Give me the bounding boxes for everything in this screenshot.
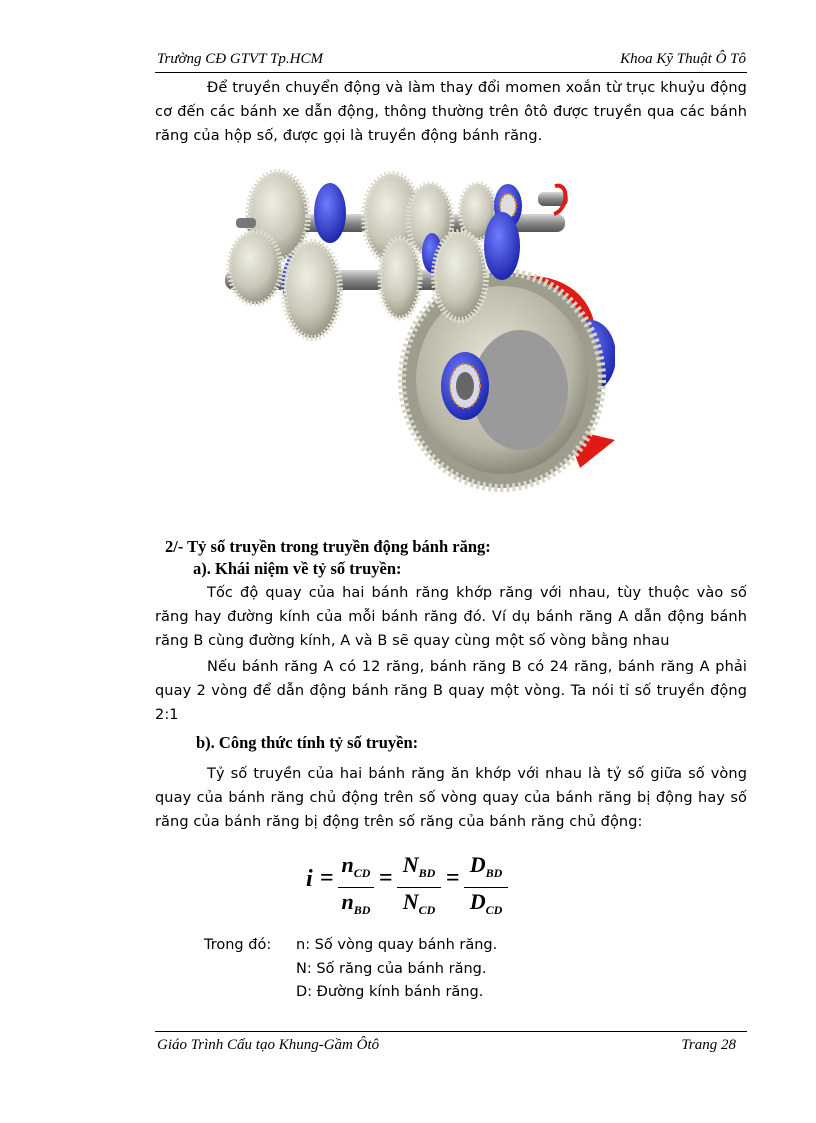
footer-rule <box>155 1031 747 1032</box>
f3-den: D <box>469 889 486 914</box>
header-rule <box>155 72 747 73</box>
para-a2-text: Nếu bánh răng A có 12 răng, bánh răng B có 24 răng, bánh răng A phải quay 2 vòng để dẫn động bánh răng B quay một vòng. Ta nói tỉ số truyền động 2:1 <box>155 659 747 723</box>
legend-list <box>296 934 497 1005</box>
footer-left: Giáo Trình Cấu tạo Khung-Gầm Ôtô <box>157 1037 380 1053</box>
f3-num: D <box>469 852 486 877</box>
formula-fraction-D <box>464 852 508 923</box>
f2-den-sub: CD <box>418 903 436 917</box>
legend-item-D: D: Đường kính bánh răng. <box>296 984 484 1000</box>
gearbox-illustration <box>220 168 615 498</box>
legend-item-N: N: Số răng của bánh răng. <box>296 960 487 977</box>
footer-page-number: Trang 28 <box>681 1037 736 1053</box>
legend-item-n: n: Số vòng quay bánh răng. <box>296 937 498 953</box>
formula-eq-3: = <box>446 865 460 891</box>
section-heading: 2/- Tỷ số truyền trong truyền động bánh răng: <box>165 537 491 556</box>
intro-paragraph <box>155 76 747 148</box>
formula-lhs: i <box>306 866 313 892</box>
subsection-b-heading: b). Công thức tính tỷ số truyền: <box>196 733 419 752</box>
f1-num-sub: CD <box>353 866 371 880</box>
formula-eq-2: = <box>379 865 393 891</box>
f3-num-sub: BD <box>485 866 503 880</box>
para-b <box>155 762 747 834</box>
para-a1 <box>155 581 747 653</box>
f3-den-sub: CD <box>485 903 503 917</box>
formula-eq-1: = <box>320 865 334 891</box>
legend-label: Trong đó: <box>204 937 272 953</box>
para-a2 <box>155 655 747 727</box>
para-b-text: Tỷ số truyền của hai bánh răng ăn khớp với nhau là tỷ số giữa số vòng quay của bánh răng chủ động trên số vòng quay của bánh răng bị động hay số răng của bánh răng bị động trên số răng của bánh răng chủ động: <box>155 766 747 830</box>
f1-num: n <box>341 852 354 877</box>
formula-fraction-n <box>338 852 374 923</box>
f2-num: N <box>402 852 419 877</box>
formula-fraction-N <box>397 852 441 923</box>
header-left: Trường CĐ GTVT Tp.HCM <box>157 51 323 67</box>
header-right: Khoa Kỹ Thuật Ô Tô <box>620 51 746 67</box>
f1-den: n <box>341 889 354 914</box>
ratio-formula <box>300 852 530 917</box>
subsection-a-heading: a). Khái niệm về tỷ số truyền: <box>193 559 402 578</box>
para-a1-text: Tốc độ quay của hai bánh răng khớp răng với nhau, tùy thuộc vào số răng hay đường kính của mỗi bánh răng đó. Ví dụ bánh răng A dẫn động bánh răng B cùng đường kính, A và B sẽ quay cùng một số vòng bằng nhau <box>155 585 747 649</box>
f2-num-sub: BD <box>418 866 436 880</box>
f1-den-sub: BD <box>353 903 371 917</box>
f2-den: N <box>402 889 419 914</box>
intro-text: Để truyền chuyển động và làm thay đổi momen xoắn từ trục khuỷu động cơ đến các bánh xe dẫn động, thông thường trên ôtô được truyền qua các bánh răng của hộp số, được gọi là truyền động bánh răng. <box>155 80 747 144</box>
